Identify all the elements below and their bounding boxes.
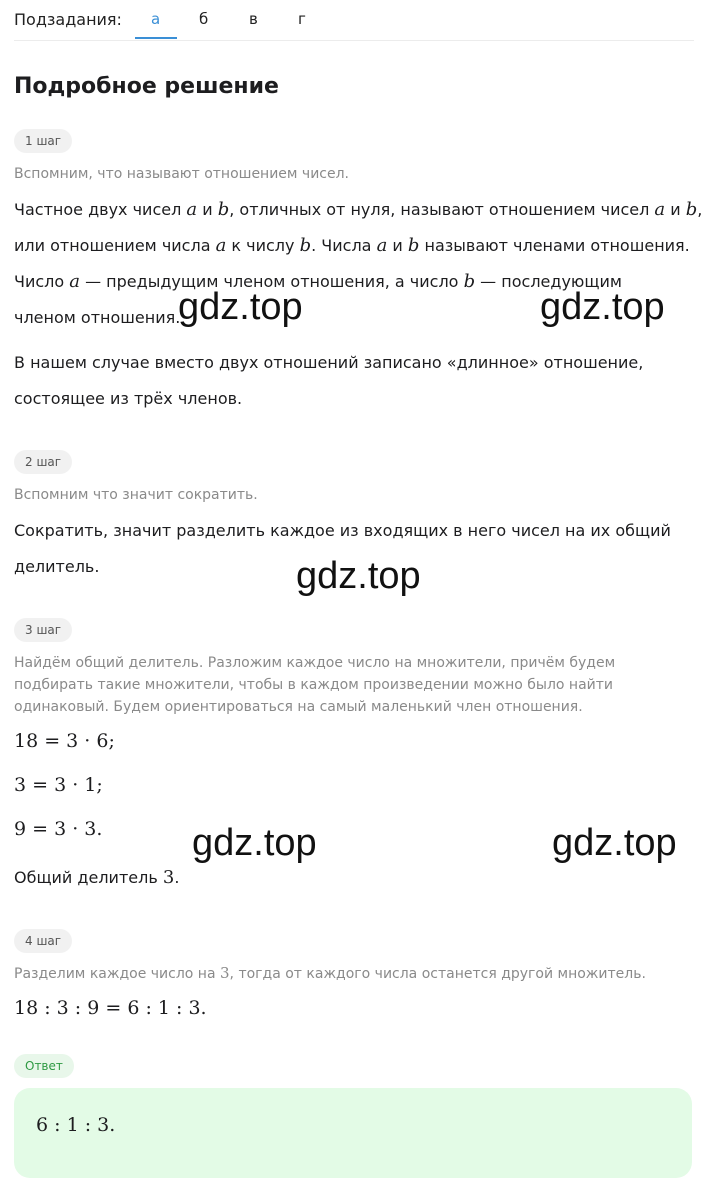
definition-line-1: Частное двух чисел a и b, отличных от нуля, называют отношением чисел a и b,: [14, 199, 703, 220]
step-2-line-2: делитель.: [14, 557, 100, 576]
step-2-line-1: Сократить, значит разделить каждое из входящих в него чисел на их общий: [14, 521, 671, 540]
tab-b[interactable]: б: [199, 10, 209, 28]
step-3-hint: [14, 652, 704, 718]
equation-9: 9 = 3 · 3.: [14, 818, 103, 840]
step-2-hint: Вспомним что значит сократить.: [14, 487, 258, 503]
step-1-hint: Вспомним, что называют отношением чисел.: [14, 166, 350, 182]
common-divisor-conclusion: Общий делитель 3.: [14, 867, 180, 888]
page-title: Подробное решение: [14, 74, 279, 99]
equation-18: 18 = 3 · 6;: [14, 730, 115, 752]
explanation-line-1: В нашем случае вместо двух отношений записано «длинное» отношение,: [14, 353, 644, 372]
tab-v[interactable]: в: [249, 10, 258, 28]
step-3-badge: 3 шаг: [14, 618, 72, 642]
step-1-explanation: [14, 345, 704, 417]
watermark: gdz.top: [192, 822, 317, 864]
definition-line-2: или отношением числа a к числу b. Числа a и b называют членами отношения.: [14, 235, 690, 256]
tab-g[interactable]: г: [298, 10, 306, 28]
tab-a[interactable]: а: [151, 10, 161, 28]
watermark: gdz.top: [540, 286, 665, 328]
step-2-badge: 2 шаг: [14, 450, 72, 474]
step-1-definition: [14, 192, 704, 336]
active-tab-indicator: [135, 37, 177, 39]
watermark: gdz.top: [296, 555, 421, 597]
step-3-hint-line-3: одинаковый. Будем ориентироваться на самый маленький член отношения.: [14, 699, 583, 715]
answer-box: [14, 1088, 692, 1178]
watermark: gdz.top: [178, 286, 303, 328]
step-3-hint-line-2: подбирать такие множители, чтобы в каждом произведении можно было найти: [14, 677, 613, 693]
step-3-hint-line-1: Найдём общий делитель. Разложим каждое число на множители, причём будем: [14, 655, 616, 671]
step-1-badge: 1 шаг: [14, 129, 72, 153]
definition-line-4: членом отношения.: [14, 308, 181, 327]
step-4-badge: 4 шаг: [14, 929, 72, 953]
subtasks-label: Подзадания:: [14, 10, 122, 29]
step-4-hint: Разделим каждое число на 3, тогда от каждого числа останется другой множитель.: [14, 964, 646, 982]
answer-badge: Ответ: [14, 1054, 74, 1078]
equation-3: 3 = 3 · 1;: [14, 774, 103, 796]
explanation-line-2: состоящее из трёх членов.: [14, 389, 243, 408]
step-2-text: [14, 513, 704, 585]
division-equation: 18 : 3 : 9 = 6 : 1 : 3.: [14, 997, 207, 1019]
definition-line-3: Число a — предыдущим членом отношения, а число b — последующим: [14, 271, 622, 292]
answer-value: 6 : 1 : 3.: [36, 1114, 116, 1136]
subtasks-bar: [14, 0, 694, 41]
watermark: gdz.top: [552, 822, 677, 864]
